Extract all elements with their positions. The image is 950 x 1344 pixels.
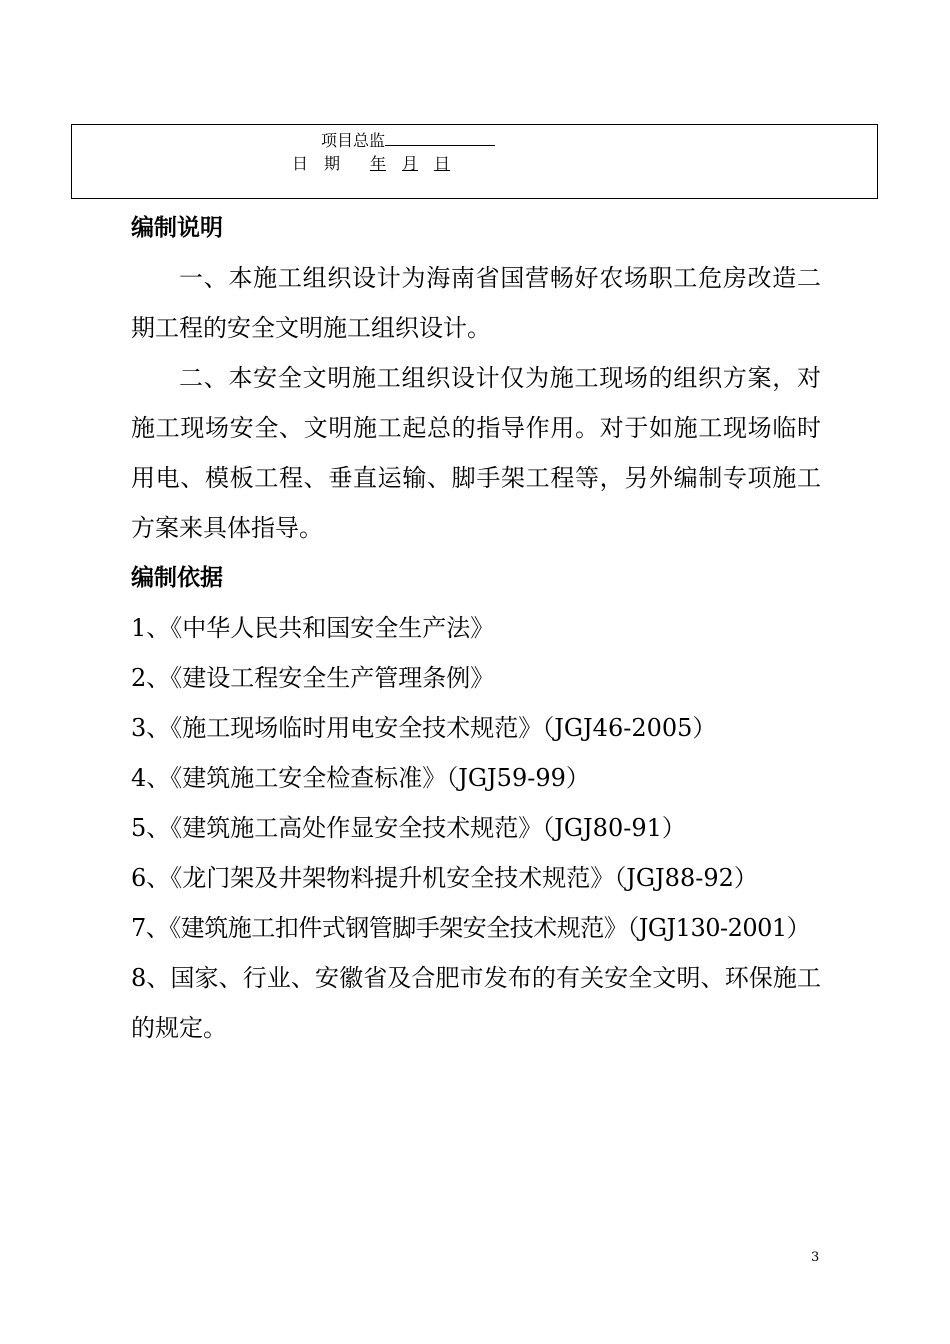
basis-item-8: 8、国家、行业、安徽省及合肥市发布的有关安全文明、环保施工的规定。 [131,964,821,1042]
document-body [131,203,821,1053]
project-director-blank [385,129,495,146]
project-director-label: 项目总监 [321,131,386,150]
basis-item-4: 4、《建筑施工安全检查标准》（JGJ59-99） [131,764,590,792]
date-blank [340,154,458,173]
basis-item-3: 3、《施工现场临时用电安全技术规范》（JGJ46-2005） [131,714,717,742]
day-label: 日 [434,154,451,173]
year-label: 年 [370,154,387,173]
signature-box [71,124,878,199]
basis-item-5: 5、《建筑施工高处作显安全技术规范》（JGJ80-91） [131,814,686,842]
basis-item-6: 6、《龙门架及井架物料提升机安全技术规范》（JGJ88-92） [131,864,758,892]
month-label: 月 [402,154,419,173]
explanation-heading: 编制说明 [131,215,223,241]
explanation-paragraph-2: 二、本安全文明施工组织设计仅为施工现场的组织方案，对施工现场安全、文明施工起总的指导作用。对于如施工现场临时用电、模板工程、垂直运输、脚手架工程等，另外编制专项施工方案来具体指导。 [131,364,821,542]
date-line [292,154,458,174]
basis-item-7: 7、《建筑施工扣件式钢管脚手架安全技术规范》（JGJ130-2001） [131,914,811,942]
date-label: 日 期 [292,154,341,173]
project-director-line [321,129,495,151]
basis-heading: 编制依据 [131,565,223,591]
basis-item-1: 1、《中华人民共和国安全生产法》 [131,614,495,642]
page-number: 3 [811,1250,820,1265]
basis-item-2: 2、《建设工程安全生产管理条例》 [131,664,495,692]
explanation-paragraph-1: 一、本施工组织设计为海南省国营畅好农场职工危房改造二期工程的安全文明施工组织设计。 [131,264,821,342]
